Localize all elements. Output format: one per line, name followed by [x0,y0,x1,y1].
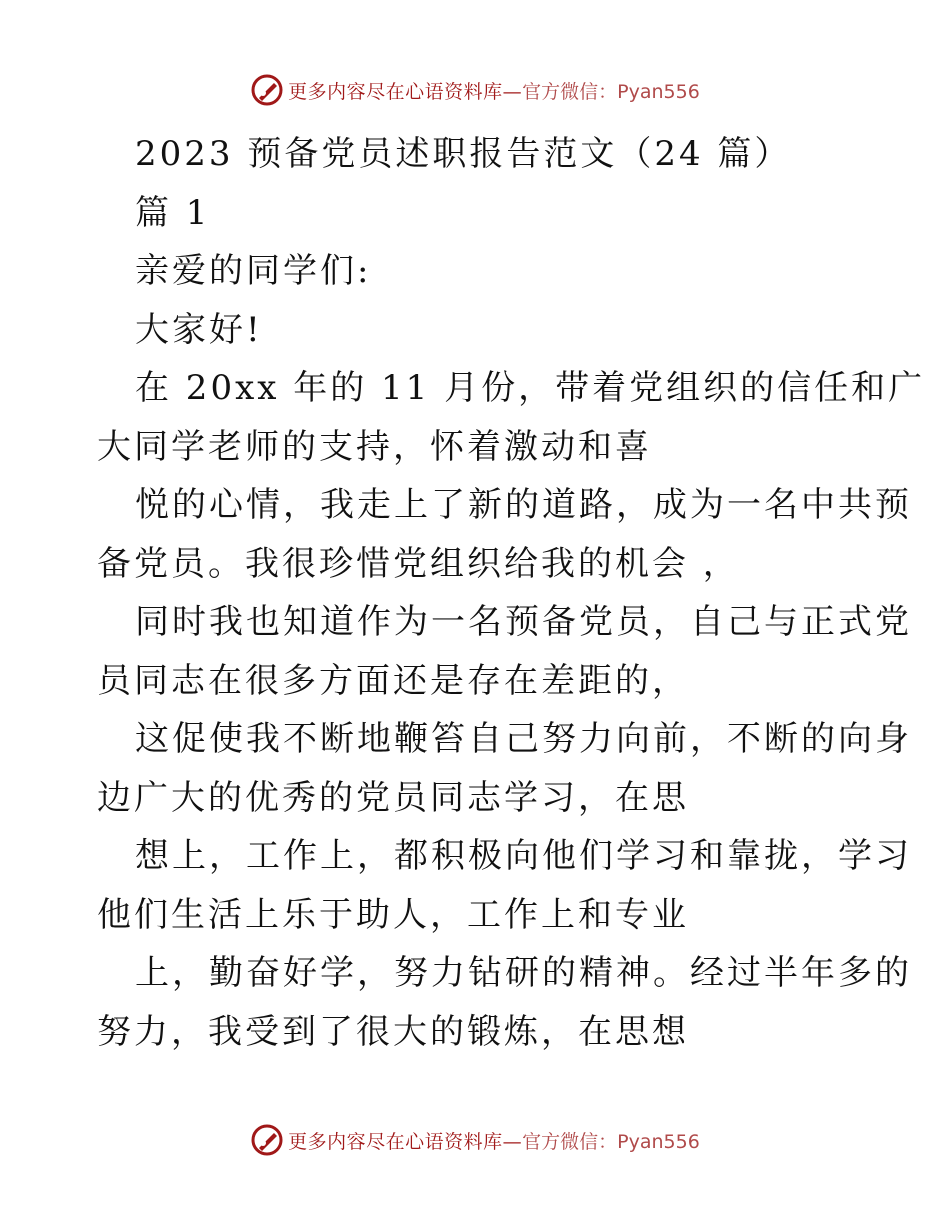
document-body [97,125,926,1061]
pen-logo-icon [250,73,284,107]
body-line: 大同学老师的支持，怀着激动和喜 [97,426,652,467]
pen-logo-icon [250,1123,284,1157]
body-line: 这促使我不断地鞭笞自己努力向前，不断的向身 [135,719,912,759]
wechat-contact: 官方微信：Pyan556 [522,80,700,103]
body-line: 员同志在很多方面还是存在差距的， [97,660,689,701]
body-line: 他们生活上乐于助人，工作上和专业 [97,894,689,935]
site-name: 更多内容尽在心语资料库— [288,1130,523,1153]
body-line: 悦的心情，我走上了新的道路，成为一名中共预 [135,485,912,525]
document-title: 2023 预备党员述职报告范文（24 篇） [135,134,792,174]
body-line: 同时我也知道作为一名预备党员，自己与正式党 [135,602,912,642]
body-line: 努力，我受到了很大的锻炼，在思想 [97,1011,689,1052]
body-line: 在 20xx 年的 11 月份，带着党组织的信任和广 [135,368,926,408]
body-line: 备党员。我很珍惜党组织给我的机会 ， [97,543,740,584]
section-heading: 篇 1 [135,192,211,233]
header-banner [0,70,950,110]
footer-banner [0,1120,950,1160]
salutation: 大家好! [135,309,263,350]
wechat-contact: 官方微信：Pyan556 [522,1130,700,1153]
body-line: 想上，工作上，都积极向他们学习和靠拢，学习 [135,836,912,876]
body-line: 上，勤奋好学，努力钻研的精神。经过半年多的 [135,953,912,993]
greeting: 亲爱的同学们: [135,251,372,291]
body-line: 边广大的优秀的党员同志学习，在思 [97,777,689,818]
site-name: 更多内容尽在心语资料库— [288,80,523,103]
